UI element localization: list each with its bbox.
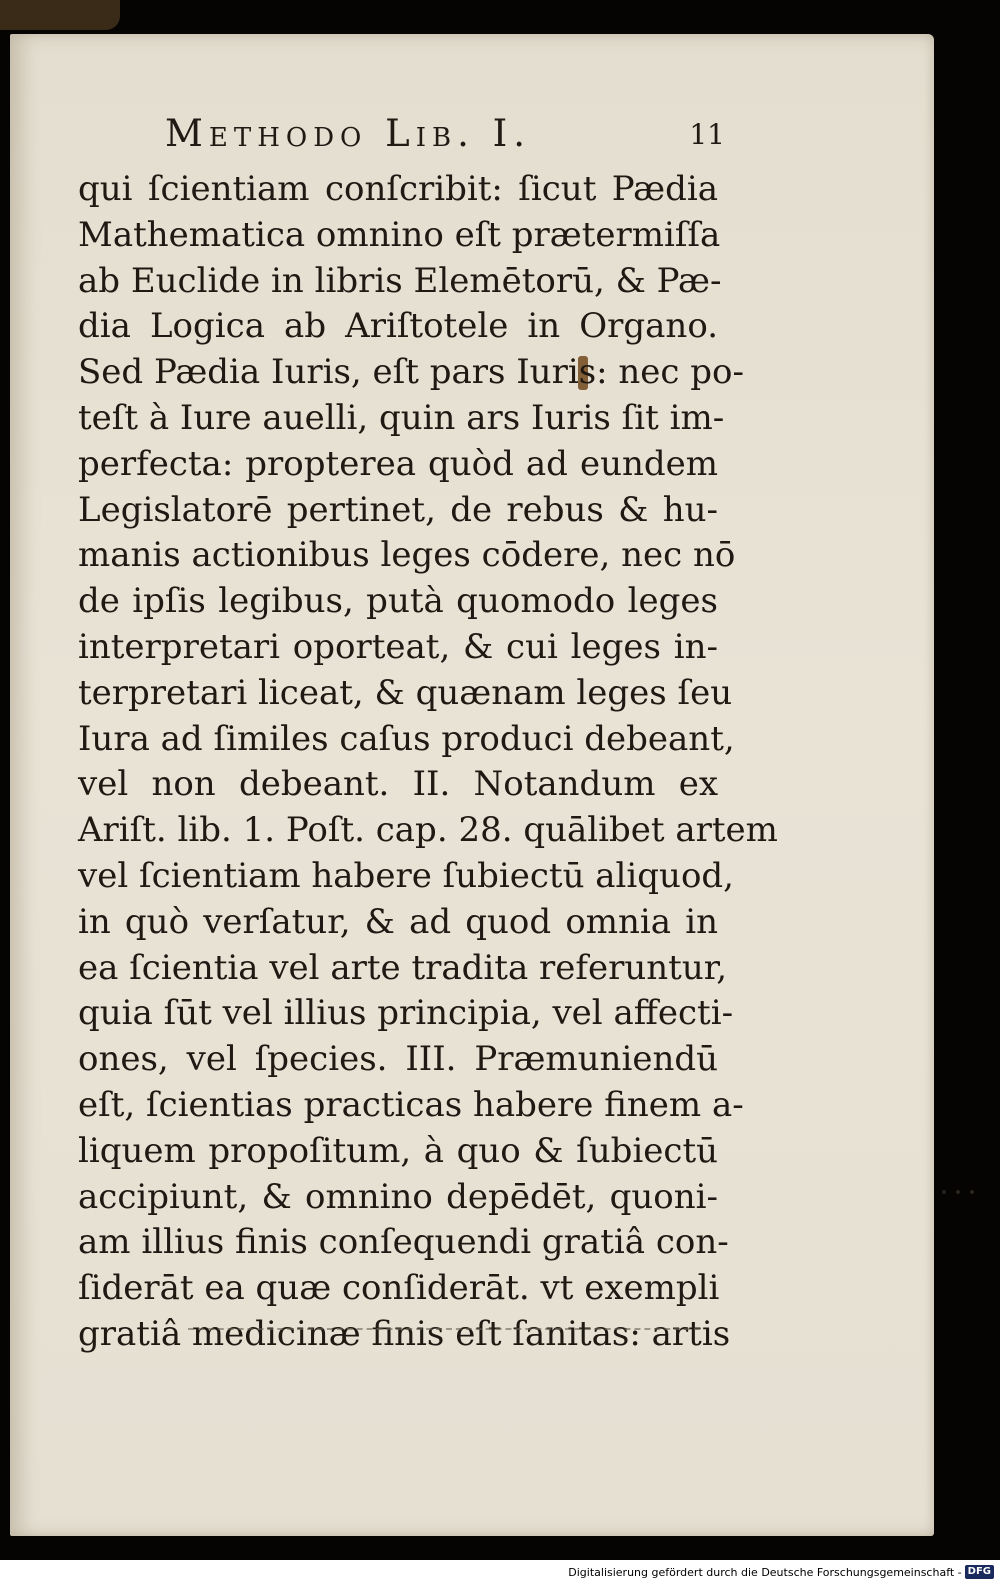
text-line: qui ſcientiam conſcribit: ſicut Pædia xyxy=(78,169,718,209)
margin-dots xyxy=(942,1190,982,1200)
text-line: terpretari liceat, & quænam leges ſeu xyxy=(78,672,733,713)
text-line: perfecta: propterea quòd ad eundem xyxy=(78,443,718,484)
dfg-logo: DFG xyxy=(965,1565,994,1579)
text-line: ea ſcientia vel arte tradita referuntur, xyxy=(78,947,728,988)
text-line: teſt à Iure auelli, quin ars Iuris ſit im- xyxy=(78,397,725,438)
text-line: quia ſūt vel illius principia, vel affecti- xyxy=(78,993,734,1034)
text-line: accipiunt, & omnino depēdēt, quoni- xyxy=(78,1176,718,1217)
dot xyxy=(956,1190,960,1194)
body-text xyxy=(78,167,778,1358)
faint-underline xyxy=(188,1328,700,1330)
running-head: Methodo Lib. I. xyxy=(165,112,531,155)
text-line: manis actionibus leges cōdere, nec nō xyxy=(78,535,736,576)
page-header xyxy=(165,112,725,156)
text-line: Mathematica omnino eſt prætermiſſa xyxy=(78,214,721,255)
dot xyxy=(942,1190,946,1194)
text-line: vel ſcientiam habere ſubiectū aliquod, xyxy=(78,855,734,896)
text-line: Ariſt. lib. 1. Poſt. cap. 28. quālibet artem xyxy=(78,810,778,851)
text-line: Iura ad ſimiles caſus produci debeant, xyxy=(78,718,735,759)
text-line: ab Euclide in libris Elemētorū, & Pæ- xyxy=(78,260,722,301)
text-line: eſt, ſcientias practicas habere finem a- xyxy=(78,1084,744,1125)
text-line: am illius finis conſequendi gratiâ con- xyxy=(78,1222,729,1263)
text-line: vel non debeant. II. Notandum ex xyxy=(78,764,718,805)
text-line: ones, vel ſpecies. III. Præmuniendū xyxy=(78,1039,718,1080)
credit-text: Digitalisierung gefördert durch die Deutsche Forschungsgemeinschaft - xyxy=(568,1565,962,1579)
dot xyxy=(970,1190,974,1194)
text-line: in quò verſatur, & ad quod omnia in xyxy=(78,901,718,942)
text-line: liquem propoſitum, à quo & ſubiectū xyxy=(78,1130,718,1171)
digitization-credit xyxy=(568,1562,994,1582)
text-line: dia Logica ab Ariſtotele in Organo. xyxy=(78,306,718,347)
page-number: 11 xyxy=(689,118,725,151)
text-line: Sed Pædia Iuris, eſt pars Iuris: nec po- xyxy=(78,352,745,393)
text-line: ſiderāt ea quæ conſiderāt. vt exempli xyxy=(78,1268,720,1309)
text-line: Legislatorē pertinet, de rebus & hu- xyxy=(78,489,718,530)
text-line: gratiâ medicinæ finis eſt ſanitas: artis xyxy=(78,1313,731,1354)
text-line: interpretari oporteat, & cui leges in- xyxy=(78,626,718,667)
text-line: de ipſis legibus, putà quomodo leges xyxy=(78,581,718,622)
binding-edge xyxy=(0,0,120,30)
